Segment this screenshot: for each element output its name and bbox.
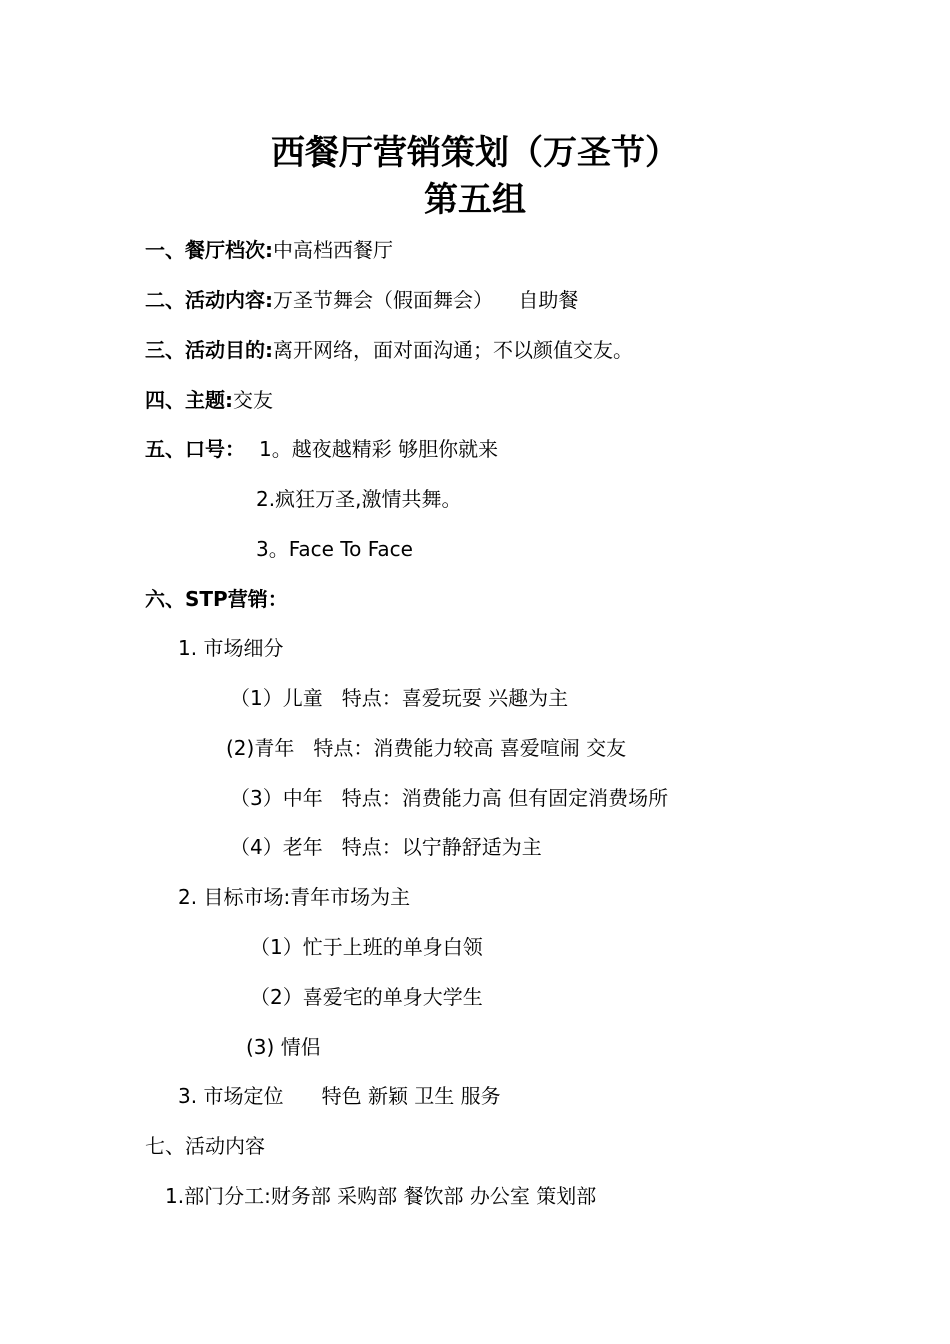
slogan-item: 3。Face To Face [256,537,413,561]
section-slogan [145,437,498,461]
subsection-heading: 3. 市场定位 特色 新颖 卫生 服务 [178,1084,501,1108]
section-value: 交友 [233,388,273,412]
list-item: （2）喜爱宅的单身大学生 [250,985,483,1009]
list-item: 1.部门分工:财务部 采购部 餐饮部 办公室 策划部 [165,1184,597,1208]
section-value: 万圣节舞会（假面舞会） 自助餐 [273,288,579,312]
section-stp-marketing [145,587,288,611]
list-item: （3）中年 特点：消费能力高 但有固定消费场所 [230,786,669,810]
section-label: 五、口号： [145,437,245,461]
slogan-item: 2.疯狂万圣,激情共舞。 [256,487,462,511]
section-activity-content [145,288,578,312]
group-name: 第五组 [424,180,526,220]
section-label: 四、主题: [145,388,233,412]
section-value: 离开网络，面对面沟通；不以颜值交友。 [273,338,633,362]
document-title: 西餐厅营销策划（万圣节） [271,133,679,173]
list-item: （1）忙于上班的单身白领 [250,935,483,959]
section-label: 三、活动目的: [145,338,273,362]
list-item: （1）儿童 特点：喜爱玩耍 兴趣为主 [230,686,569,710]
section-label: 六、STP营销： [145,587,288,611]
list-item: （4）老年 特点：以宁静舒适为主 [230,835,542,859]
section-value: 中高档西餐厅 [273,238,393,262]
slogan-item: 1。越夜越精彩 够胆你就来 [259,437,499,461]
list-item: (3) 情侣 [246,1035,321,1059]
section-label: 一、餐厅档次: [145,238,273,262]
subsection-heading: 1. 市场细分 [178,636,284,660]
list-item: (2)青年 特点：消费能力较高 喜爱喧闹 交友 [226,736,627,760]
section-label: 二、活动内容: [145,288,273,312]
subsection-heading: 2. 目标市场:青年市场为主 [178,885,411,909]
section-activity-purpose [145,338,633,362]
section-theme [145,388,273,412]
section-restaurant-level [145,238,393,262]
section-activity-details: 七、活动内容 [145,1134,265,1158]
